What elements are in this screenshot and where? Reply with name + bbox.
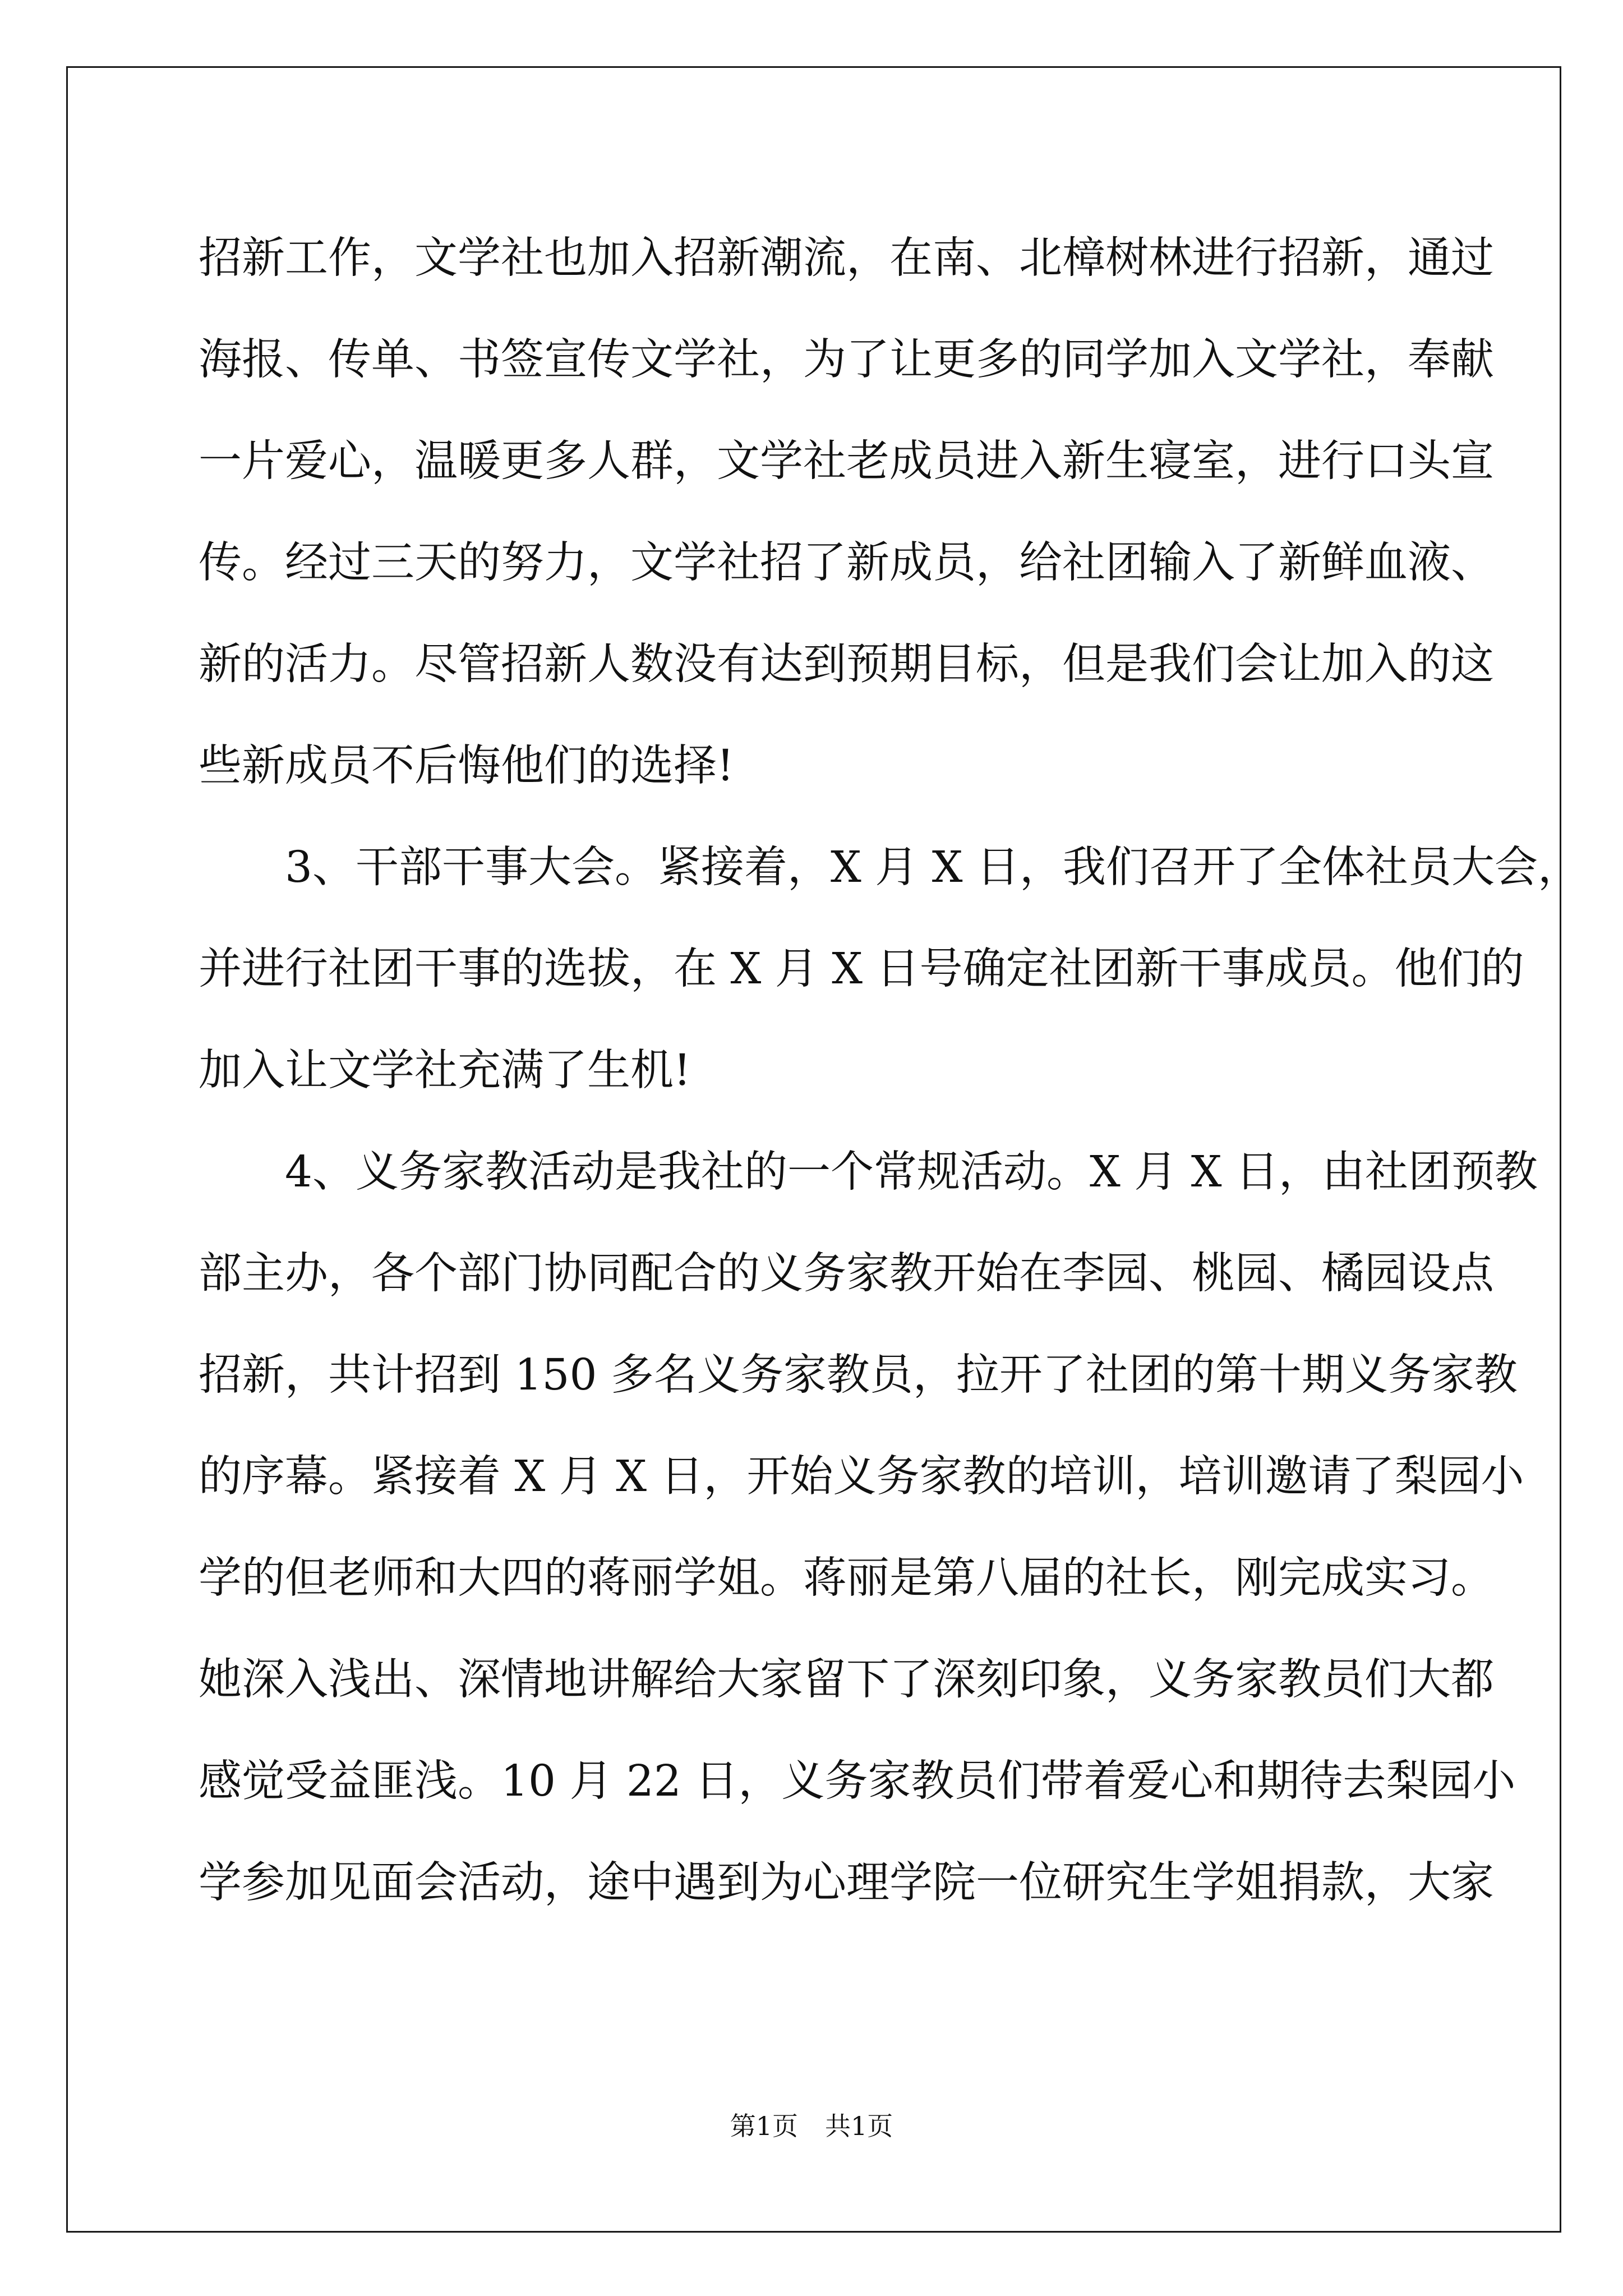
text-line: 的序幕。紧接着 X 月 X 日，开始义务家教的培训，培训邀请了梨园小 <box>199 1452 1524 1502</box>
text-line: 学的但老师和大四的蒋丽学姐。蒋丽是第八届的社长，刚完成实习。 <box>199 1553 1494 1603</box>
text-line: 部主办，各个部门协同配合的义务家教开始在李园、桃园、橘园设点 <box>199 1249 1494 1299</box>
text-line: 一片爱心，温暖更多人群，文学社老成员进入新生寝室，进行口头宣 <box>199 436 1494 486</box>
text-line: 她深入浅出、深情地讲解给大家留下了深刻印象，义务家教员们大都 <box>199 1655 1494 1705</box>
page-number: 第1页 <box>730 2111 798 2141</box>
page-footer <box>0 2106 1623 2143</box>
text-line: 并进行社团干事的选拔，在 X 月 X 日号确定社团新干事成员。他们的 <box>199 944 1524 994</box>
text-line: 加入让文学社充满了生机! <box>199 1046 691 1096</box>
text-line: 招新工作，文学社也加入招新潮流，在南、北樟树林进行招新，通过 <box>199 233 1494 283</box>
text-line: 学参加见面会活动，途中遇到为心理学院一位研究生学姐捐款，大家 <box>199 1858 1494 1908</box>
text-line: 海报、传单、书签宣传文学社，为了让更多的同学加入文学社，奉献 <box>199 335 1494 385</box>
text-line: 传。经过三天的努力，文学社招了新成员，给社团输入了新鲜血液、 <box>199 538 1494 588</box>
document-body <box>199 208 1581 1934</box>
text-line: 招新，共计招到 150 多名义务家教员，拉开了社团的第十期义务家教 <box>199 1350 1518 1400</box>
text-line: 4、义务家教活动是我社的一个常规活动。X 月 X 日，由社团预教 <box>199 1147 1538 1197</box>
page-total: 共1页 <box>825 2111 893 2141</box>
text-line: 3、干部干事大会。紧接着，X 月 X 日，我们召开了全体社员大会， <box>199 843 1581 892</box>
text-line: 新的活力。尽管招新人数没有达到预期目标，但是我们会让加入的这 <box>199 639 1494 689</box>
text-line: 些新成员不后悔他们的选择! <box>199 741 734 791</box>
text-line: 感觉受益匪浅。10 月 22 日，义务家教员们带着爱心和期待去梨园小 <box>199 1756 1516 1806</box>
